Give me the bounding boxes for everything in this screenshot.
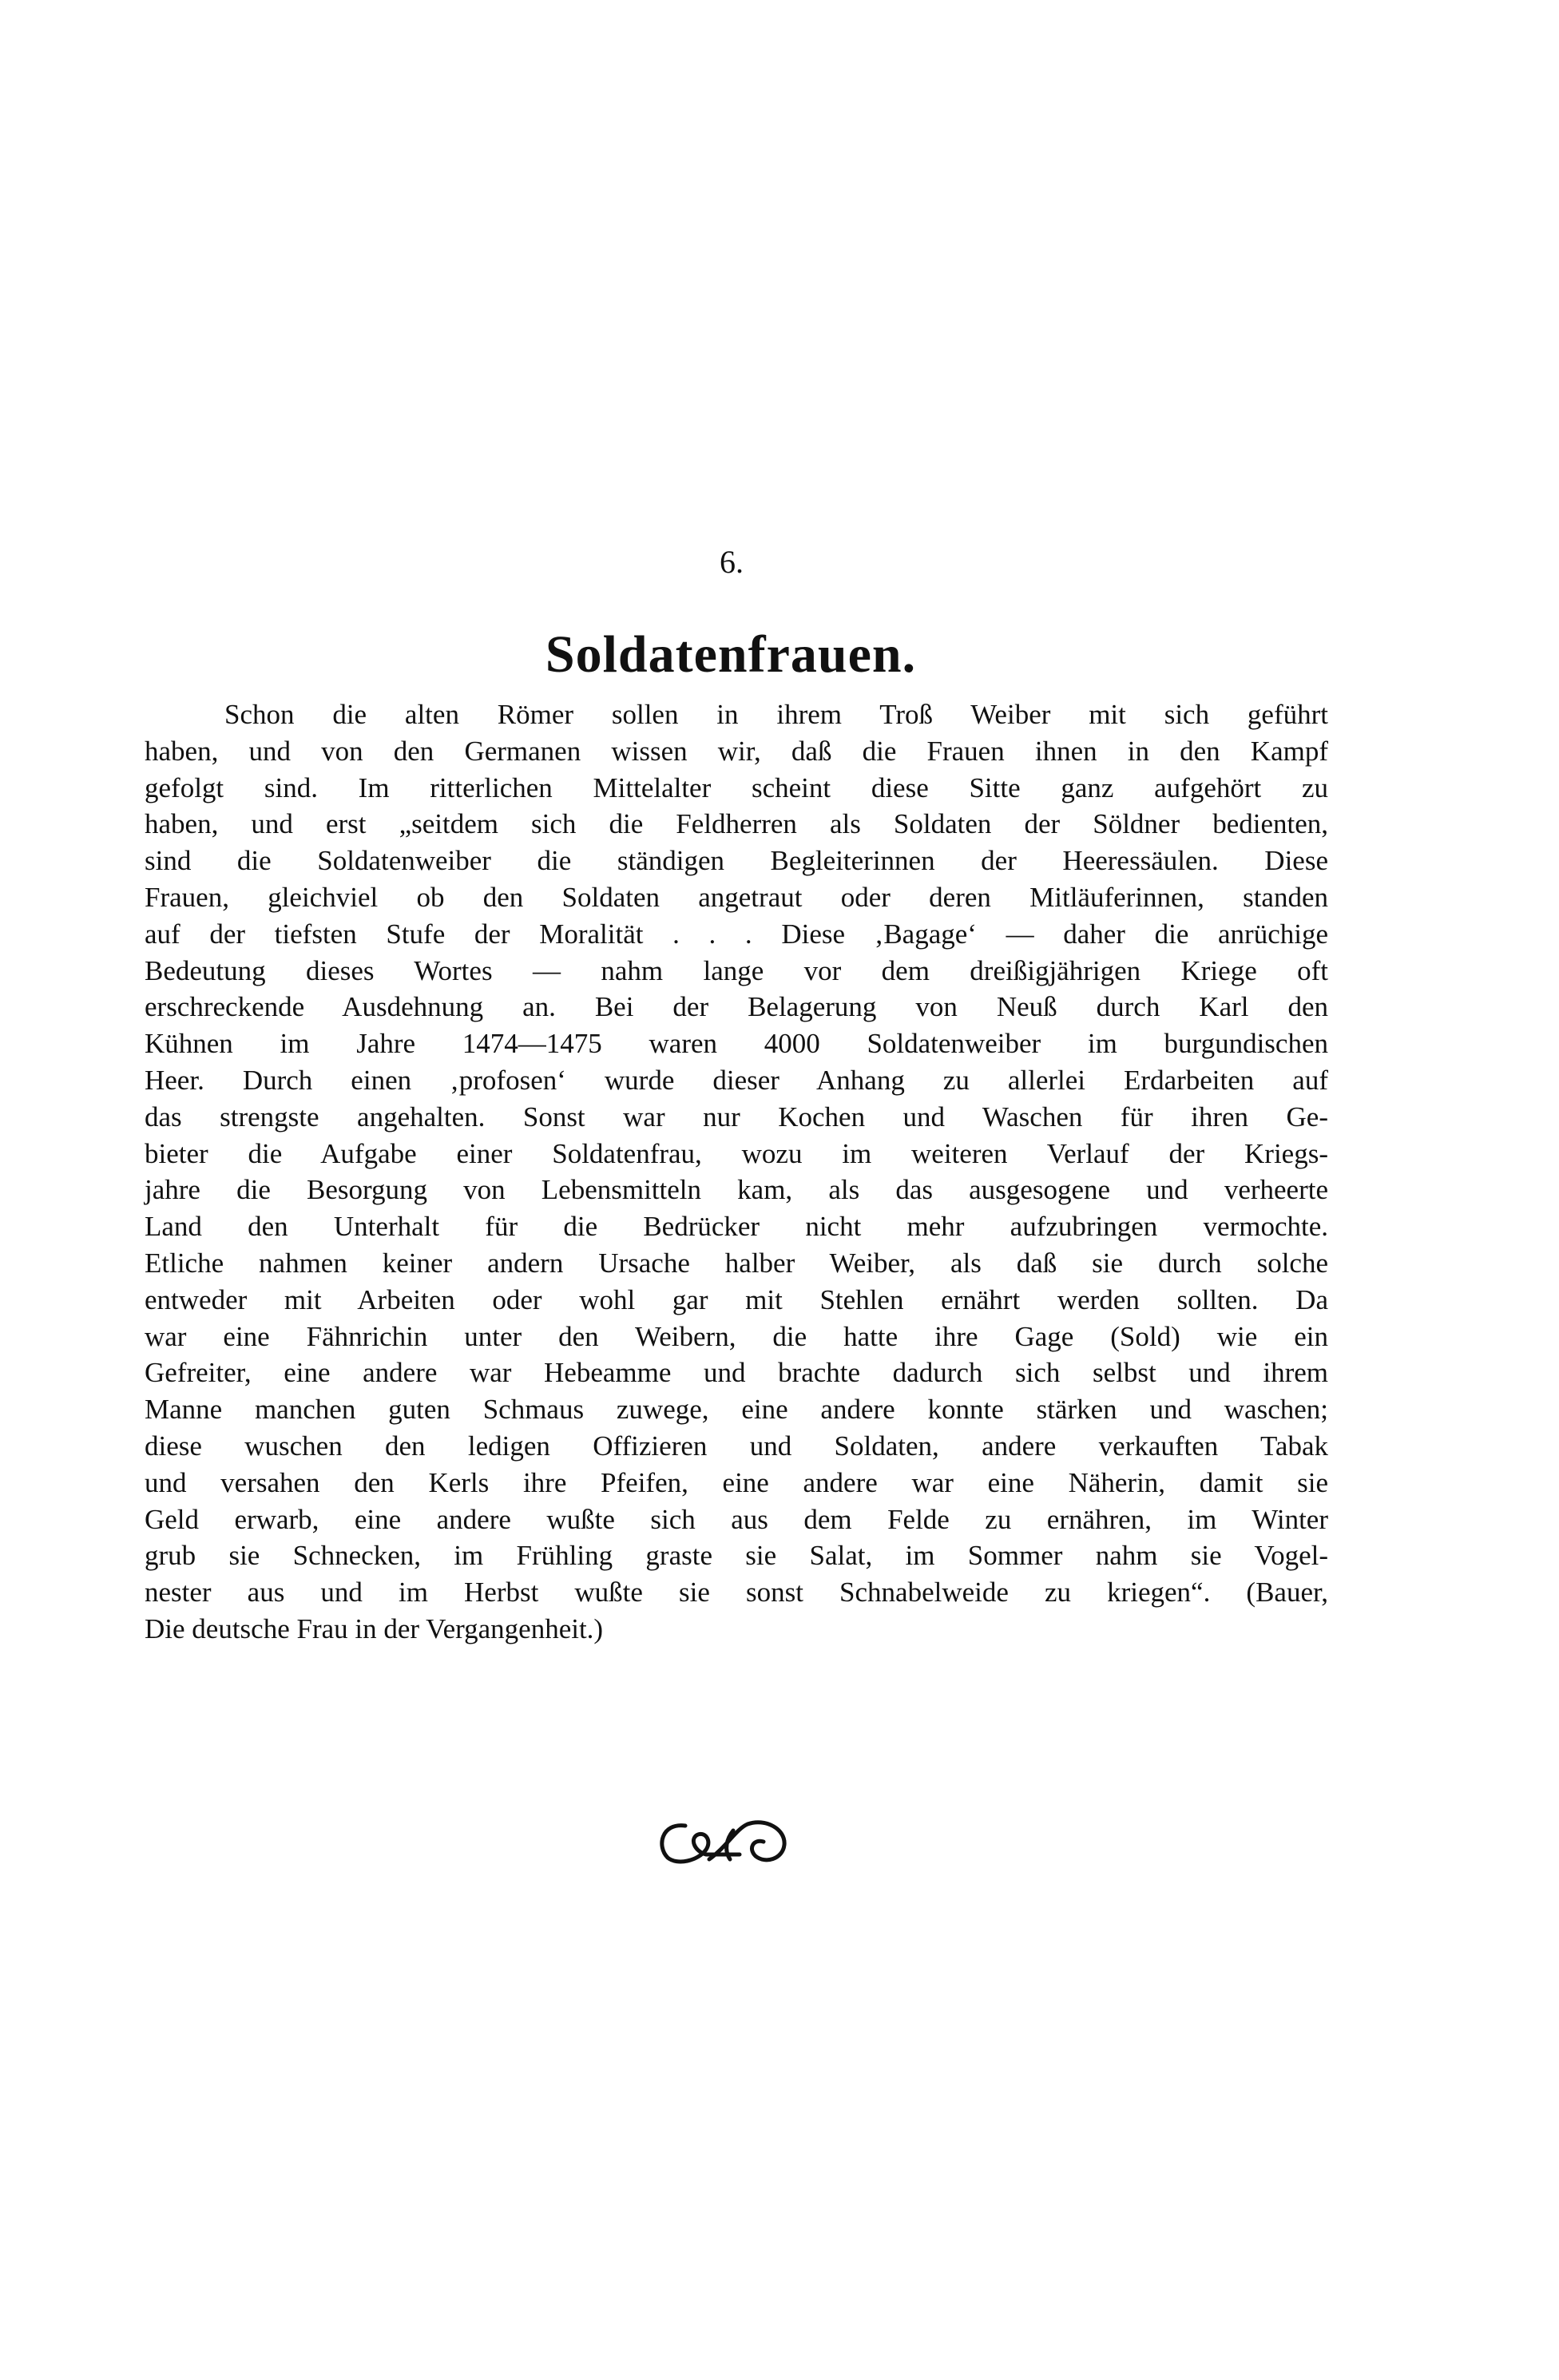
text-line: nester aus und im Herbst wußte sie sonst Schnabelweide zu kriegen“. (Bauer, — [145, 1577, 1328, 1608]
text-line: bieter die Aufgabe einer Soldatenfrau, wozu im weiteren Verlauf der Kriegs- — [145, 1137, 1328, 1169]
text-line: diese wuschen den ledigen Offizieren und Soldaten, andere verkauften Tabak — [145, 1430, 1328, 1462]
text-line: jahre die Besorgung von Lebensmitteln kam, als das ausgesogene und verheerte — [145, 1174, 1328, 1206]
text-line: und versahen den Kerls ihre Pfeifen, eine andere war eine Näherin, damit sie — [145, 1466, 1328, 1498]
text-line: sind die Soldatenweiber die ständigen Begleiterinnen der Heeressäulen. Diese — [145, 845, 1328, 877]
text-line: Manne manchen guten Schmaus zuwege, eine andere konnte stärken und waschen; — [145, 1394, 1328, 1426]
flourish-ornament-icon — [653, 1815, 791, 1869]
text-line: gefolgt sind. Im ritterlichen Mittelalter scheint diese Sitte ganz aufgehört zu — [145, 772, 1328, 803]
text-line: Etliche nahmen keiner andern Ursache halber Weiber, als daß sie durch solche — [145, 1247, 1328, 1279]
text-line: entweder mit Arbeiten oder wohl gar mit Stehlen ernährt werden sollten. Da — [145, 1283, 1328, 1315]
text-line: grub sie Schnecken, im Frühling graste sie Salat, im Sommer nahm sie Vogel- — [145, 1540, 1328, 1572]
text-line: Schon die alten Römer sollen in ihrem Troß Weiber mit sich geführt — [224, 699, 1328, 730]
body-paragraph — [145, 696, 1328, 1648]
chapter-title: Soldatenfrauen. — [545, 625, 917, 684]
text-line: Bedeutung dieses Wortes — nahm lange vor dem dreißigjährigen Kriege oft — [145, 954, 1328, 986]
text-line: Kühnen im Jahre 1474—1475 waren 4000 Soldatenweiber im burgundischen — [145, 1028, 1328, 1060]
text-line: auf der tiefsten Stufe der Moralität . . . Diese ‚Bagage‘ — daher die anrüchige — [145, 918, 1328, 950]
text-line: Land den Unterhalt für die Bedrücker nicht mehr aufzubringen vermochte. — [145, 1211, 1328, 1243]
page-number — [0, 543, 1559, 581]
text-line: war eine Fähnrichin unter den Weibern, die hatte ihre Gage (Sold) wie ein — [145, 1320, 1328, 1352]
text-line: Geld erwarb, eine andere wußte sich aus dem Felde zu ernähren, im Winter — [145, 1503, 1328, 1535]
text-line: haben, und von den Germanen wissen wir, daß die Frauen ihnen in den Kampf — [145, 735, 1328, 767]
text-line: haben, und erst „seitdem sich die Feldherren als Soldaten der Söldner bedienten, — [145, 808, 1328, 840]
text-line: das strengste angehalten. Sonst war nur Kochen und Waschen für ihren Ge- — [145, 1101, 1328, 1132]
page-number-text: 6. — [720, 544, 744, 580]
text-line: Gefreiter, eine andere war Hebeamme und brachte dadurch sich selbst und ihrem — [145, 1357, 1328, 1389]
text-line: Die deutsche Frau in der Vergangenheit.) — [145, 1612, 604, 1644]
text-line: Heer. Durch einen ‚profosen‘ wurde dieser Anhang zu allerlei Erdarbeiten auf — [145, 1064, 1328, 1096]
text-line: Frauen, gleichviel ob den Soldaten angetraut oder deren Mitläuferinnen, standen — [145, 881, 1328, 913]
text-line: erschreckende Ausdehnung an. Bei der Belagerung von Neuß durch Karl den — [145, 991, 1328, 1023]
